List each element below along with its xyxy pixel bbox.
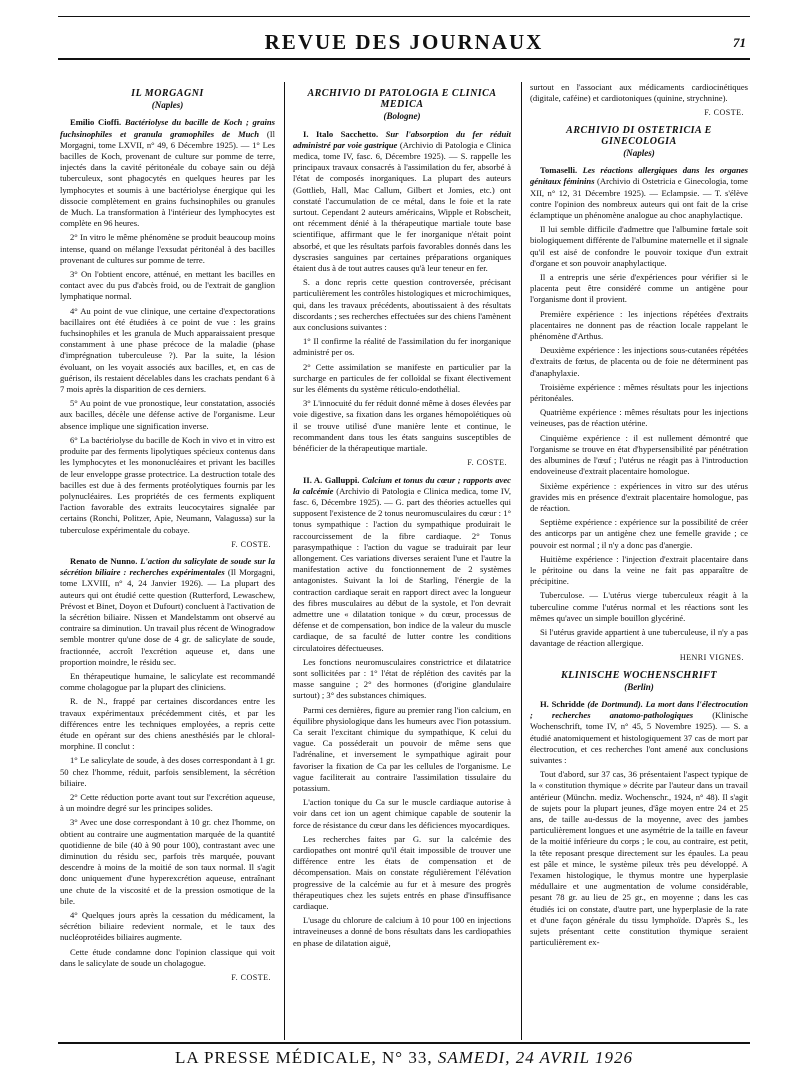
article-heading <box>293 475 511 654</box>
paragraph: Parmi ces dernières, figure au premier rang l'ion calcium, en équilibre physiologique dans les humeurs avec l'ion potassium. Ca serait l'excitant chimique du sympathique, K celui du vague. Ca posséderait un pouvoir de même sens que l'adrénaline, et inversement le sympathique agirait pour favoriser la fixation de Ca par les cellules de l'organisme. Le vague faciliterait au contraire l'assimilation tissulaire du potassium. <box>293 704 511 793</box>
paragraph: 6° La bactériolyse du bacille de Koch in vivo et in vitro est produite par des ferments lipolytiques spécieux contenus dans les lymphocytes et les mononucléaires et privant les bacilles de leur enveloppe grasse protectrice. La destruction totale des bacilles est due à des ferments protéolytiques fournis par les polynucléaires. Les propriétés de ces ferments expliquent l'action favorable des extraits leucocytaires signalée par certains (Ronchi, Politzer, Apie, Neumann, Valagussa) sur la tuberculose expérimentale du cobaye. <box>60 434 275 535</box>
signature: F. COSTE. <box>231 973 271 983</box>
paragraph: 3° Avec une dose correspondant à 10 gr. chez l'homme, on obtient au contraire une augmentation marquée de la quantité quotidienne de bile (40 à 90 pour 100), contrastant avec une diminution du résidu sec, parfois très marquée, pouvant descendre à moins de la moitié de son taux normal. Il s'agit donc uniquement d'une hyperexcrétion aqueuse, entraînant une chute de la viscosité et de la pression osmotique de la bile. <box>60 817 275 906</box>
paragraph: 4° Quelques jours après la cessation du médicament, la sécrétion biliaire redevient normale, et le taux des nucléoprotéides biliaires augmente. <box>60 910 275 943</box>
column-2 <box>293 82 511 1040</box>
signature: F. COSTE. <box>467 458 507 468</box>
article-heading <box>530 165 748 221</box>
article-reference: (Archivio di Patologia e Clinica medica, tome IV, fasc. 6, Décembre 1925). — G. part des théories actuelles qui supposent l'existence de 2 tonus neuromusculaires du cœur : 1° tonus sympathique : l'action du sympathique produirait le raccourcissement de la fibre cardiaque. 2° Tonus parasympathique : l'action du vague se traduirait par leur allongement. Ces variations diverses seraient l'une et l'autre la manifestation active du fonctionnement de 2 systèmes antagonistes. Suivant la loi de Starling, l'énergie de la contraction cardiaque serait en rapport direct avec la longueur des fibres musculaires au début de la systole, et l'on devrait admettre une « dilatation tonique » du cœur, processus de défense et de compensation, bon indice de la valeur du muscle cardiaque, de sa faculté de lutter contre les conditions circulatoires défectueuses. <box>293 485 511 653</box>
paragraph: 1° Il confirme la réalité de l'assimilation du fer inorganique administré per os. <box>293 336 511 358</box>
paragraph: Sixième expérience : expériences in vitro sur des utérus gravides mis en présence d'extrait placentaire homologue, pas de réaction. <box>530 480 748 513</box>
header-top-rule <box>58 16 750 17</box>
paragraph: L'action tonique du Ca sur le muscle cardiaque autorise à voir dans cet ion un agent chimique capable de soutenir la force de résistance du cœur dans les déficiences myocardiques. <box>293 797 511 830</box>
column-1 <box>60 82 275 1040</box>
article-author: II. A. Galluppi. <box>303 474 360 485</box>
paragraph: Troisième expérience : mêmes résultats pour les injections péritonéales. <box>530 381 748 404</box>
section-subtitle: (Naples) <box>623 148 655 159</box>
paragraph: R. de N., frappé par certaines discordances entre les travaux expérimentaux précédemment cités, et par les différences entre les techniques employées, a repris cette étude en opérant sur des chiens anesthésiés par le chloral-morphine. Il conclut : <box>60 696 275 752</box>
paragraph: 4° Au point de vue clinique, une certaine d'expectorations bacillaires ont été étudiées à ce point de vue : les grains fuchsinophiles et les granula de Much apparaissaient presque constamment à une phase précoce de la maladie (phase d'imprégnation tuberculeuse ?). Par la suite, la lésion évoluant, on les voyait associés aux bacilles, et, en cas de guérison, ils restaient décelables dans les crachats pendant 6 à 7 mois après la disparition de ces derniers. <box>60 305 275 395</box>
running-title: REVUE DES JOURNAUX <box>264 30 544 54</box>
paragraph: 5° Au point de vue pronostique, leur constatation, associés aux bacilles, décèle une défense active de l'organisme. Leur absence implique une signification inverse. <box>60 398 275 431</box>
article-reference: (Archivio di Patologia e Clinica medica, tome IV, fasc. 6, Décembre 1925). — S. rappelle les principaux travaux consacrés à l'assimilation du fer, absorbé à l'état de composés inorganiques. La plupart des auteurs (Gottlieb, Hall, Mac Callum, Gilbert et Jomies, etc.) ont constaté l'accumulation de ce métal, dans le foie et la rate surtout. Cependant 2 auteurs américains, Wipple et Robscheit, ont récemment dénié à la thérapeutique martiale toute base scientifique, affirmant que le fer inorganique n'était point absorbé, et que les résultats parfois favorables donnés dans les dyscrasies sanguines par certaines préparations organiques étaient dus à de tout autres causes qu'à leur teneur en fer. <box>293 139 511 274</box>
paragraph: L'usage du chlorure de calcium à 10 pour 100 en injections intraveineuses a donné de bons résultats dans les cardiopathies en phase de dilatation aiguë, <box>293 915 511 948</box>
signature: F. COSTE. <box>231 539 271 549</box>
article-reference: (Klinische Wochenschrift, tome IV, n° 45, 5 Novembre 1925). — S. a étudié anatomiquement et histologiquement 37 cas de mort par électrocution, et ces recherches l'ont amené aux conclusions suivantes : <box>530 710 748 765</box>
section-subtitle: (Naples) <box>151 100 184 111</box>
article-title: Les réactions allergiques dans les organes génitaux féminins <box>530 165 748 187</box>
article-reference: (Il Morgagni, tome LXVII, n° 49, 6 Décembre 1925). — 1° Les bacilles de Koch, provenant de culture sur pomme de terre, injectés dans la cavité péritonéale du cobaye sain ou déjà tuberculeux, sont phagocytés en quelques heures par les lymphocytes et soumis à une bactériolyse énergique qui les dissocie complètement en grains fuchsinophiles ou granules de Much. La transformation à l'intérieur des lymphocytes est complète en 96 heures. <box>60 128 275 229</box>
article-title: Sur l'absorption du fer réduit administré par voie gastrique <box>293 128 511 150</box>
column-divider <box>521 82 522 1040</box>
article-title: (de Dortmund). La mort dans l'électrocution ; recherches anatomo-pathologiques <box>530 698 748 721</box>
signature: F. COSTE. <box>704 108 744 118</box>
column-divider <box>284 82 285 1040</box>
journal-name: LA PRESSE MÉDICALE, N° 33, <box>174 1048 433 1067</box>
article-heading <box>293 129 511 275</box>
section-subtitle: (Bologne) <box>383 111 421 122</box>
paragraph: 2° Cette assimilation se manifeste en particulier par la surcharge en particules de fer colloïdal se fixant électivement sur les éléments du système réticulo-endothélial. <box>293 361 511 395</box>
article-author: Tomaselli. <box>540 165 578 176</box>
paragraph: Première expérience : les injections répétées d'extraits placentaires ne donnent pas de réaction locale rappelant le phénomène d'Arthus. <box>530 308 748 342</box>
paragraph: S. a donc repris cette question controversée, précisant particulièrement les contrôles histologiques et microchimiques, qui, dans les travaux précédents, aboutissaient à des résultats discordants ; ses recherches effectuées sur des chiens l'amènent aux conclusions suivantes : <box>293 277 511 333</box>
paragraph: Tuberculose. — L'utérus vierge tuberculeux réagit à la tuberculine comme l'utérus normal et les réactions sont les mêmes qu'avec un simple bouillon glycériné. <box>530 590 748 623</box>
paragraph: Il a entrepris une série d'expériences pour vérifier si le placenta peut être considéré comme un antigène pour l'organisme dont il provient. <box>530 272 748 305</box>
signature: HENRI VIGNES. <box>679 653 744 663</box>
paragraph: 1° Le salicylate de soude, à des doses correspondant à 1 gr. 50 chez l'homme, réduit, parfois sensiblement, la sécrétion biliaire. <box>60 755 275 788</box>
page-footer <box>58 1048 750 1068</box>
paragraph: Les fonctions neuromusculaires constrictrice et dilatatrice sont sollicitées par : 1° l'état de réplétion des cavités par la masse sanguine ; 2° des hormones (d'origine glandulaire surtout) ; 3° des substances chimiques. <box>293 656 511 701</box>
article-title: Bactériolyse du bacille de Koch ; grains fuchsinophiles et granula gramophiles de Much <box>60 117 275 139</box>
paragraph: 3° On l'obtient encore, atténué, en mettant les bacilles en contact avec du pus d'abcès froid, ou de l'extrait de ganglion lymphatique normal. <box>60 269 275 302</box>
paragraph: Si l'utérus gravide appartient à une tuberculeuse, il n'y a pas davantage de réaction allergique. <box>530 626 748 649</box>
page-number: 71 <box>733 35 746 50</box>
column-3 <box>530 82 748 1040</box>
issue-date: SAMEDI, 24 AVRIL 1926 <box>437 1048 634 1067</box>
paragraph: Deuxième expérience : les injections sous-cutanées répétées d'extraits de fœtus, de placenta ou de foie ne déterminent pas d'anaphylaxie. <box>530 345 748 378</box>
article-reference: (Archivio di Ostetricia e Ginecologia, tome XII, n° 12, 31 Décembre 1925). — Eclampsie. — T. s'élève contre l'opinion des nombreux auteurs qui ont fait de la crise éclamptique un phénomène analogue au choc anaphylactique. <box>530 176 748 221</box>
section-title: IL MORGAGNI <box>131 88 204 99</box>
article-heading <box>60 117 275 229</box>
header-bottom-rule <box>58 58 750 60</box>
article-author: I. Italo Sacchetto. <box>303 128 379 139</box>
paragraph: 3° L'innocuité du fer réduit donné même à doses élevées par voie digestive, sa fixation dans les organes hémopoïétiques où il se trouve utilisé d'une manière lente et continue, le recommandent dans tous les états sanguins susceptibles de bénéficier de la thérapeutique martiale. <box>293 398 511 454</box>
paragraph: surtout en l'associant aux médicaments cardiocinétiques (digitale, caféine) et cardiotoniques (quinine, strychnine). <box>530 82 748 104</box>
article-title: L'action du salicylate de soude sur la sécrétion biliaire : recherches expérimentales <box>60 555 275 578</box>
paragraph: Les recherches faites par G. sur la calcémie des cardiopathes ont montré qu'il était impossible de trouver une différence entre les états de compensation et de décompensation. Mais on constate régulièrement l'élévation progressive de la calcémie au fur et à mesure des progrès thérapeutiques chez les sujets entrés en phase d'insuffisance cardiaque. <box>293 833 511 912</box>
article-author: H. Schridde <box>540 698 585 709</box>
article-author: Emilio Cioffi. <box>70 117 122 128</box>
paragraph: Cinquième expérience : il est nullement démontré que l'organisme se trouve en état d'hypersensibilité par pénétration des albumines de l'œuf ; l'utérus ne réagit pas à l'introduction endoveineuse d'extrait placentaire homologue. <box>530 432 748 477</box>
section-title: ARCHIVIO DI OSTETRICIA E GINECOLOGIA <box>566 124 712 147</box>
article-author: Renato de Nunno. <box>70 555 138 566</box>
page-header <box>58 18 750 54</box>
article-reference: (Il Morgagni, tome LXVIII, n° 4, 24 Janvier 1926). — La plupart des auteurs qui ont étudié cette question (Rutterford, Lewaschew, Prévost et Binet, Doyon et Dufourt) concluent à l'activation de la sécrétion biliaire. Nissen et Mandelstamm ont observé au contraire sa diminution. Un travail plus récent de Winogradow semble montrer qu'une dose de 4 gr. de salicylate de soude, fractionnée, accroît l'excrétion aqueuse et, dans une proportion moindre, le résidu sec. <box>60 567 275 667</box>
paragraph: 2° In vitro le même phénomène se produit beaucoup moins intense, quand on mélange l'exsudat péritonéal à des bacilles provenant de cultures sur pomme de terre. <box>60 232 275 265</box>
paragraph: Huitième expérience : l'injection d'extrait placentaire dans le péritoine ou dans la veine ne fait pas apparaître de précipitine. <box>530 553 748 587</box>
paragraph: Cette étude condamne donc l'opinion classique qui voit dans le salicylate de soude un cholagogue. <box>60 946 275 968</box>
section-title: ARCHIVIO DI PATOLOGIA E CLINICA MEDICA <box>307 88 497 111</box>
paragraph: En thérapeutique humaine, le salicylate est recommandé comme cholagogue par la plupart des cliniciens. <box>60 670 275 693</box>
article-heading <box>60 556 275 668</box>
paragraph: 2° Cette réduction porte avant tout sur l'excrétion aqueuse, à un moindre degré sur les principes solides. <box>60 791 275 814</box>
article-heading <box>530 699 748 766</box>
section-title: KLINISCHE WOCHENSCHRIFT <box>560 669 718 681</box>
article-title: Calcium et tonus du cœur ; rapports avec la calcémie <box>293 474 511 496</box>
paragraph: Quatrième expérience : mêmes résultats pour les injections veineuses, pas de réaction utérine. <box>530 407 748 429</box>
paragraph: Septième expérience : expérience sur la possibilité de créer des anticorps par un antigène chez une femelle gravide ; ce pouvoir est normal ; il n'y a donc pas d'anergie. <box>530 517 748 550</box>
paragraph: Il lui semble difficile d'admettre que l'albumine fœtale soit biologiquement différente de l'albumine maternelle et il signale qu'il est aisé de confondre le pouvoir toxique d'un extrait d'organe et son pouvoir anaphylactique. <box>530 224 748 268</box>
paragraph: Tout d'abord, sur 37 cas, 36 présentaient l'aspect typique de la « constitution thymique » décrite par l'auteur dans un travail antérieur (Münchn. mediz. Wochenschr., 1924, n° 48). Il s'agit de sujets pour la plupart jeunes, d'âge moyen entre 24 et 25 ans, de taille au-dessus de la moyenne, avec des jambes particulièrement longues et une asymétrie de la taille en faveur de la moitié inférieure du corps ; le cou, au contraire, est petit, la tête reposant presque directement sur les épaules. La peau est pâle et mince, le système pileux très peu développé. A l'examen histologique, le thymus montre une hyperplasie médullaire et une augmentation de volume considérable, pesant 78 gr. au lieu de 25 gr., en moyenne ; dans les cas étudiés ici on constate, d'autre part, une hyperplasie de la rate et d'une façon générale du tissu lymphoïde. D'après S., les sujets présentant cette constitution thymique seraient particulièrement ex- <box>530 769 748 948</box>
section-subtitle: (Berlin) <box>624 681 654 692</box>
footer-rule <box>58 1042 750 1044</box>
